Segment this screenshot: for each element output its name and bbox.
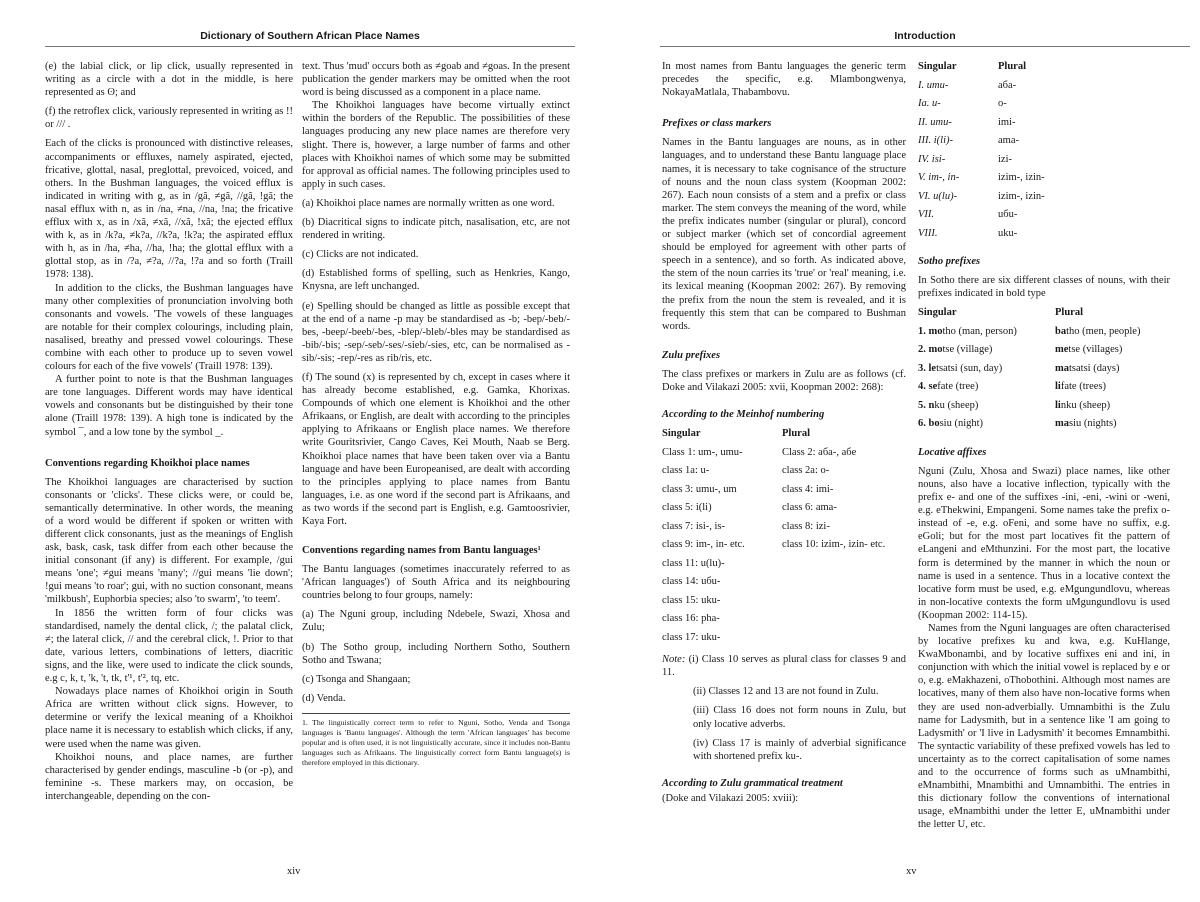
note-item: [662, 653, 906, 679]
header-rule: [45, 46, 575, 47]
stem: nku (sheep): [1060, 399, 1111, 411]
list-item: (f) The sound (x) is represented by ch, except in cases where it has already become established, e.g. Gamka, Khorixas. Compounds of which one element is Khoikhoi and the other Afrikaans, or English, are dealt with according to the principles applying to Afrikaans or English place names. We therefore write Gouritsrivier, Cango Caves, Kei Mouth, Naab se Berg. Khoikhoi place names that have been taken over via a Bantu language and have been Europeanised, are dealt with according to the principles applying to place names from Bantu languages, i.e. as one word if the second part is Afrikaans, and as two words if the second part is English, e.g. Gamtoosrivier, Kaya Fort.: [302, 371, 570, 527]
paragraph: Khoikhoi nouns, and place names, are further characterised by gender endings, masculine -b (or -p), and feminine -s. These markers may, on occasion, be interchangeable, depending on the con-: [45, 751, 293, 802]
section-heading: Conventions regarding Khoikhoi place names: [45, 457, 250, 469]
table-cell: V. im-, in-: [918, 172, 960, 183]
paragraph: (Doke and Vilakazi 2005: xviii):: [662, 792, 799, 804]
table-row: [918, 171, 1118, 190]
table-cell: izim-, izin-: [998, 190, 1045, 202]
table-cell: class 3: umu-, um: [662, 483, 737, 495]
table-cell: [782, 631, 906, 650]
list-item: (b) Diacritical signs to indicate pitch, nasalisation, etc, are not rendered in writing.: [302, 217, 570, 242]
left-column-1: [45, 60, 293, 803]
stem: tho (man, person): [942, 325, 1017, 337]
stem: tse (village): [942, 344, 993, 356]
list-item: (c) Tsonga and Shangaan;: [302, 673, 411, 685]
table-cell: [782, 594, 906, 613]
table-cell: [1055, 417, 1170, 436]
table-row: [662, 520, 906, 539]
table-cell: VII.: [918, 209, 935, 220]
sotho-prefix-table: [918, 306, 1170, 436]
list-item: (a) The Nguni group, including Ndebele, Swazi, Xhosa and Zulu;: [302, 609, 570, 634]
table-row: [918, 79, 1118, 98]
stem: tsatsi (days): [1069, 362, 1120, 374]
paragraph: text. Thus 'mud' occurs both as ≠goab and ≠goas. In the present publication the gender markers may be omitted when the root word is being discussed as a component in a place name.: [302, 61, 570, 99]
table-cell: I. umu-: [918, 79, 949, 91]
prefix: ma: [1055, 362, 1069, 374]
table-cell: [1055, 399, 1170, 418]
table-cell: class 5: i(li): [662, 502, 712, 514]
table-cell: class 17: uku-: [662, 631, 721, 643]
list-item: (d) Venda.: [302, 692, 346, 704]
table-row: [662, 612, 906, 631]
section-heading: According to the Meinhof numbering: [662, 409, 825, 421]
table-cell: II. umu-: [918, 116, 952, 128]
note-item: (ii) Classes 12 and 13 are not found in Zulu.: [693, 686, 879, 698]
prefix: me: [1055, 344, 1069, 356]
stem: fate (trees): [1060, 381, 1107, 393]
paragraph: In addition to the clicks, the Bushman languages have many other complexities of pronunciation involving both consonants and vowels. 'The vowels of these languages are notable for their complex colourings, including plain, nasalised, breathy and pressed vowel colourings. These combine with each other to produce up to seven vowel colours for each of the five vowels' (Traill 1978: 139).: [45, 282, 293, 373]
table-cell: [782, 557, 906, 576]
table-row: [662, 538, 906, 557]
stem: tsatsi (sun, day): [936, 362, 1003, 374]
table-row: [662, 483, 906, 502]
prefix: li: [1055, 399, 1061, 411]
table-row: [918, 399, 1170, 418]
list-item: (a) Khoikhoi place names are normally written as one word.: [302, 197, 555, 209]
header-rule: [660, 46, 1190, 47]
table-cell: [1055, 362, 1170, 381]
table-cell: class 2a: o-: [782, 465, 830, 477]
paragraph: The Bantu languages (sometimes inaccurately referred to as 'African languages') of South Africa and its neighbouring countries belong to four groups, namely:: [302, 564, 570, 602]
column-header: Plural: [782, 428, 810, 440]
stem: siu (nights): [1069, 418, 1117, 430]
prefix: ma: [1055, 418, 1069, 430]
paragraph: Names from the Nguni languages are often characterised by locative prefixes ku and kwa, e.g. KuHlange, KwaMbonambi, and by locative suffixes eni and ini, in conjunction with which the initial vowel is replaced by e or o, e.g. eMakhazeni, oThobothini. Although most names are locatives, many of them also have non-locative forms when they are used non-adverbially. Umnambithi is the Zulu name for Ladysmith, but in a sentence like 'I am going to Ladysmith' or 'I live in Ladysmith' it becomes Emnambithi. The syntactic variability of these prefixed vowels has led to uncertainty as to the correct capitalisation of some names and to the occurrence of forms such as uMnambithi, eMnambithi, Mnambithi and Umnambithi. The entries in this dictionary follow the conventions of international usage, eMnambithi under the letter E, uMnambithi under the letter U, etc.: [918, 623, 1170, 831]
zulu-grammatical-table: [918, 60, 1118, 245]
table-body: [918, 79, 1118, 246]
table-cell: [918, 325, 1055, 344]
table-cell: IV. isi-: [918, 153, 946, 165]
running-head: Introduction: [894, 30, 956, 42]
paragraph: Nowadays place names of Khoikhoi origin in South Africa are written without click signs. However, to determine or verify the lexical meaning of a Khoikhoi place name it is necessary to establish which clicks, if any, were used when the name was given.: [45, 686, 293, 750]
table-cell: class 8: izi-: [782, 520, 830, 532]
paragraph: Each of the clicks is pronounced with distinctive releases, accompaniments or effluxes, namely aspirated, ejected, fricative, glottal, nasal, preglottal, prevoiced, voiced, and others. In the Bushman languages, the voiced efflux is indicated in writing with g, as in /gã, ≠gã, //gã, !gã; the nasal efflux with n, as in /na, ≠na, //na, !na; the fricative efflux with x, as in /xã, ≠xã, //xã, !xã; the ejected efflux with k, as in /k?a, ≠k?a, //k?a, !k?a; the aspirated efflux with h, as in /ha, ≠ha, //ha, !ha; the glottal efflux with a glottal stop, as in /?a, ≠?a, //?a, !?a and so forth (Traill 1978: 138).: [45, 138, 293, 281]
stem: tse (villages): [1068, 344, 1123, 356]
page-number: xv: [906, 866, 917, 877]
stem: tho (men, people): [1066, 325, 1141, 337]
table-row: [918, 380, 1170, 399]
table-row: [918, 116, 1118, 135]
table-cell: [918, 417, 1055, 436]
table-cell: [918, 362, 1055, 381]
table-cell: izi-: [998, 153, 1012, 165]
table-row: [918, 417, 1170, 436]
note-label: Note:: [662, 654, 686, 666]
prefix: 3. le: [918, 362, 937, 374]
table-cell: VIII.: [918, 227, 938, 239]
paragraph: The Khoikhoi languages are characterised by suction consonants or 'clicks'. These clicks were, or could be, semantically determinative. In other words, the meaning of a word would be different if spoken or written with different click consonants, just as the meanings of English ask, bask, cask, task differ from each other because the initial consonant (if any) is different. For example, /gui means 'one'; ≠gui means 'many'; //gui means 'lie down'; !gui means 'to roar'; gui, with no suction consonant, means 'milkbush', Euphorbia species; also 'to swarm', 'to teem'.: [45, 476, 293, 606]
list-item: (b) The Sotho group, including Northern Sotho, Southern Sotho and Tswana;: [302, 641, 570, 666]
section-heading: Conventions regarding names from Bantu languages¹: [302, 545, 541, 557]
right-column-2: [918, 60, 1170, 832]
stem: siu (night): [939, 418, 984, 430]
table-cell: class 7: isi-, is-: [662, 520, 725, 532]
table-row: [662, 631, 906, 650]
table-cell: imi-: [998, 116, 1016, 128]
paragraph: In most names from Bantu languages the generic term precedes the specific, e.g. Mlambongwenya, NokayaMatlala, Thabambovu.: [662, 61, 906, 99]
table-cell: [918, 380, 1055, 399]
table-row: [662, 464, 906, 483]
list-item: (c) Clicks are not indicated.: [302, 249, 419, 261]
prefix: 2. mo: [918, 344, 943, 356]
table-row: [918, 190, 1118, 209]
paragraph: The class prefixes or markers in Zulu are as follows (cf. Doke and Vilakazi 2005: xvii, Koopman 2002: 268):: [662, 368, 906, 393]
table-row: [918, 227, 1118, 246]
table-cell: class 6: ama-: [782, 502, 837, 514]
table-cell: class 4: imi-: [782, 483, 834, 495]
section-heading: Locative affixes: [918, 446, 987, 458]
table-cell: VI. u(lu)-: [918, 190, 958, 202]
section-heading: Zulu prefixes: [662, 349, 721, 361]
page-number: xiv: [287, 866, 301, 877]
paragraph: Names in the Bantu languages are nouns, as in other languages, and to understand these Bantu language place names, it is necessary to take cognisance of the structure of nouns and the noun class system (Koopman 2002: 267). Each noun consists of a stem and a prefix or class marker. The stem conveys the meaning of the word, while the prefix indicates number (singular or plural), concord or subject marker (which set of concordial agreement should be employed for agreement with other parts of speech in a sentence), and so forth. As indicated above, the stem of the noun carries its 'true' or 'real' meaning, i.e. its lexical meaning (Koopman 2002: 267). By removing the prefix from the noun the stem is revealed, and it is frequently this stem that can be compared to Bushman words.: [662, 137, 906, 332]
right-column-1: [662, 60, 906, 811]
table-row: [662, 594, 906, 613]
table-cell: III. i(li)-: [918, 135, 953, 146]
table-row: [918, 362, 1170, 381]
paragraph: In Sotho there are six different classes of nouns, with their prefixes indicated in bold type: [918, 275, 1170, 300]
section-heading: Prefixes or class markers: [662, 118, 772, 130]
table-cell: class 14: uбu-: [662, 576, 721, 588]
table-cell: class 16: pha-: [662, 613, 720, 625]
table-cell: class 10: izim-, izin- etc.: [782, 539, 886, 551]
table-cell: [1055, 325, 1170, 344]
table-cell: [918, 399, 1055, 418]
table-cell: [1055, 343, 1170, 362]
table-cell: Class 2: aба-, aбe: [782, 446, 857, 458]
table-cell: class 15: uku-: [662, 594, 721, 606]
column-header: Plural: [1055, 307, 1083, 319]
table-row: [918, 153, 1118, 172]
paragraph: (e) the labial click, or lip click, usually represented in writing as a circle with a dot in the middle, is here represented as ʘ; and: [45, 61, 293, 99]
table-cell: uku-: [998, 227, 1018, 239]
table-cell: [918, 343, 1055, 362]
table-cell: o-: [998, 98, 1007, 109]
table-row: [918, 208, 1118, 227]
table-cell: ama-: [998, 135, 1019, 146]
column-header: Plural: [998, 61, 1026, 72]
column-header: Singular: [662, 428, 701, 440]
table-cell: [782, 575, 906, 594]
table-row: [662, 501, 906, 520]
table-cell: aбa-: [998, 79, 1017, 91]
table-cell: Class 1: um-, umu-: [662, 446, 743, 458]
note-item: (iv) Class 17 is mainly of adverbial significance with shortened prefix ku-.: [693, 737, 906, 762]
notes: [662, 653, 906, 763]
running-head: Dictionary of Southern African Place Names: [200, 30, 420, 42]
paragraph: Nguni (Zulu, Xhosa and Swazi) place names, like other nouns, also have a locative inflection, typically with the prefix e- and one of the suffixes -ini, -eni, -wini or -weni, e.g. eThekwini, Empangeni. Some names take the prefix o- instead of -e, e.g. oFeni, and some have no suffix, e.g. eGoli; but for the most part locatives fit the pattern of eLangeni and eMthunzini. For the most part, the locative form is determined by the manner in which the noun or name is used in a sentence. Thus in a locative context the locative form must be used, e.g. eMgungundlovu, whereas in non-locative contexts the form uMgungundlovu is used (Koopman 2002: 114-15).: [918, 465, 1170, 621]
left-column-2: [302, 60, 570, 768]
column-header: Singular: [918, 61, 957, 72]
table-row: [918, 325, 1170, 344]
paragraph: The Khoikhoi languages have become virtually extinct within the borders of the Republic. The possibilities of these languages producing any new place names are therefore very slight. There is, however, a large number of farms and other places with Khoikhoi names of which some may be submitted for approval as official names. The following principles used to apply in such cases.: [302, 100, 570, 190]
section-heading: Sotho prefixes: [918, 256, 981, 267]
table-body: [662, 446, 906, 650]
table-row: [918, 343, 1170, 362]
table-cell: class 9: im-, in- etc.: [662, 539, 745, 551]
right-page: [600, 0, 1200, 902]
paragraph: In 1856 the written form of four clicks was standardised, namely the dental click, /; the palatal click, ≠; the lateral click, // and the cerebral click, !. Prior to that date, various letters, combinations of letters, diacritic signs, and the like, were used to indicate the click sounds, e.g c, k, t, 'k, 't, tk, t'¹, t'², tq, etc.: [45, 607, 293, 685]
list-item: (e) Spelling should be changed as little as possible except that at the end of a name -p may be standardised as -b; -bep/-beb/-bes, -beep/-beeb/-bes, -blep/-bleb/-bles may be standardised as -bib/-bis; -sep/-seb/-ses/-sieb/-sies, etc, can be normalised as -sib/-sis; -rep/-res as rib/ris, etc.: [302, 300, 570, 364]
prefix: ba: [1055, 325, 1067, 337]
table-row: [918, 134, 1118, 153]
prefix: 4. se: [918, 381, 938, 393]
table-cell: [1055, 380, 1170, 399]
table-row: [918, 97, 1118, 116]
table-cell: [782, 612, 906, 631]
stem: ku (sheep): [934, 399, 979, 411]
table-cell: Ia. u-: [918, 98, 941, 109]
table-body: [918, 325, 1170, 436]
column-header: Singular: [918, 307, 957, 319]
prefix: 1. mo: [918, 325, 943, 337]
paragraph: (f) the retroflex click, variously represented in writing as !! or /// .: [45, 106, 293, 131]
table-row: [662, 557, 906, 576]
table-row: [662, 446, 906, 465]
table-cell: uбu-: [998, 209, 1018, 220]
zulu-meinhof-table: [662, 427, 906, 649]
table-cell: class 1a: u-: [662, 465, 710, 477]
table-cell: class 11: u(lu)-: [662, 557, 725, 569]
footnote: 1. The linguistically correct term to refer to Nguni, Sotho, Venda and Tsonga languages is 'Bantu languages'. Although the term 'African languages' has become popular and is often used, it is not linguistically accurate, since it includes non-Bantu languages such as Afrikaans. The linguistically correct form Bantu language(s) is therefore employed in this dictionary.: [302, 713, 570, 768]
prefix: 6. bo: [918, 418, 940, 430]
table-cell: izim-, izin-: [998, 172, 1045, 183]
stem: fate (tree): [937, 381, 979, 393]
prefix: 5. n: [918, 399, 935, 411]
paragraph: A further point to note is that the Bushman languages are tone languages. Different words may have identical vowels and consonants but be distinguished by their tone alone (Traill 1978: 139). A high tone is indicated by the symbol ¯, and a low tone by the symbol _.: [45, 374, 293, 438]
note-item: (iii) Class 16 does not form nouns in Zulu, but only locative adverbs.: [693, 705, 906, 730]
table-row: [662, 575, 906, 594]
note-text: (i) Class 10 serves as plural class for classes 9 and 11.: [662, 654, 906, 679]
list-item: (d) Established forms of spelling, such as Henkries, Kango, Knysna, are left unchanged.: [302, 268, 570, 293]
section-heading: According to Zulu grammatical treatment: [662, 777, 843, 789]
prefix: li: [1055, 381, 1061, 393]
